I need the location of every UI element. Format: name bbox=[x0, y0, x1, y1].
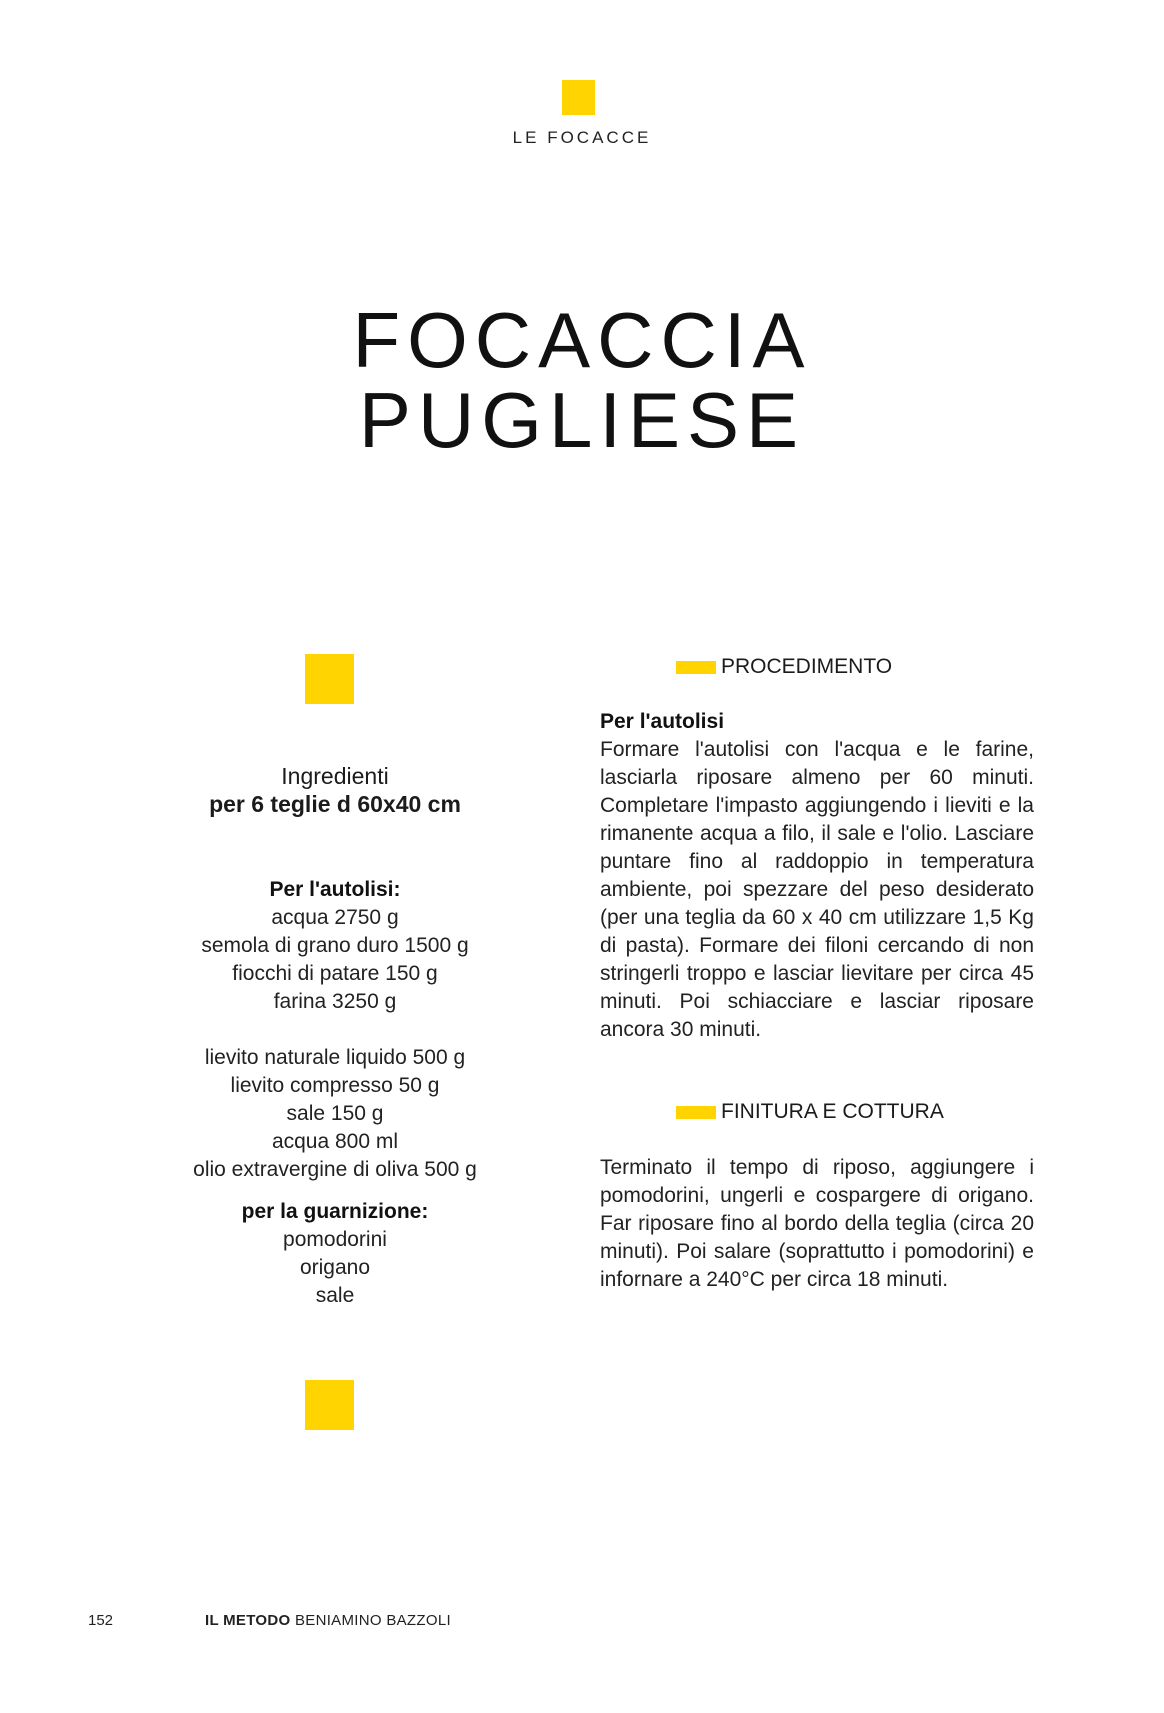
ingredients-header bbox=[160, 762, 510, 818]
ingredients-list bbox=[160, 876, 510, 1310]
procedimento-text: Formare l'autolisi con l'acqua e le farine, lasciarla riposare almeno per 60 minuti. Completare l'impasto aggiungendo i lieviti e la rimanente acqua a filo, il sale e l'olio. Lasciare puntare fino al raddoppio in temperatura ambiente, poi spezzare del peso desiderato (per una teglia da 60 x 40 cm utilizzare 1,5 Kg di pasta). Formare dei filoni cercando di non stringerli troppo e lasciar lievitare per circa 45 minuti. Poi schiacciare e lasciar riposare ancora 30 minuti. bbox=[600, 738, 1034, 1041]
ingredient-item: sale 150 g bbox=[286, 1102, 384, 1125]
procedimento-accent-bar bbox=[676, 661, 716, 674]
finitura-accent-bar bbox=[676, 1106, 716, 1119]
recipe-title-line1: FOCACCIA bbox=[352, 296, 812, 384]
author-name: BENIAMINO BAZZOLI bbox=[294, 1612, 451, 1629]
ingredient-item: acqua 2750 g bbox=[271, 906, 399, 929]
ingredient-item: semola di grano duro 1500 g bbox=[201, 934, 469, 957]
garnish-item: origano bbox=[299, 1256, 371, 1279]
recipe-title-line2: PUGLIESE bbox=[358, 376, 806, 464]
garnish-item: pomodorini bbox=[283, 1228, 387, 1251]
procedimento-heading-text: PROCEDIMENTO bbox=[721, 655, 893, 678]
ingredients-yield: per 6 teglie d 60x40 cm bbox=[209, 791, 461, 817]
header-accent-square bbox=[562, 80, 595, 115]
ingredient-item: farina 3250 g bbox=[273, 990, 397, 1013]
ingredients-label: Ingredienti bbox=[281, 763, 389, 789]
finitura-body: Terminato il tempo di riposo, aggiungere i pomodorini, ungerli e cospargere di origano. Far riposare fino al bordo della teglia (circa 20 minuti). Poi salare (soprattutto i pomodorini) e infornare a 240°C per circa 18 minuti. bbox=[600, 1156, 1034, 1291]
running-footer bbox=[205, 1612, 451, 1629]
ingredient-item: olio extravergine di oliva 500 g bbox=[193, 1158, 477, 1181]
ingredients-accent-square-top bbox=[305, 654, 354, 704]
recipe-title bbox=[0, 296, 1164, 464]
ingredients-spacer bbox=[160, 1016, 510, 1044]
ingredient-item: lievito compresso 50 g bbox=[230, 1074, 440, 1097]
section-label: LE FOCACCE bbox=[512, 128, 652, 147]
finitura-heading-text: FINITURA E COTTURA bbox=[721, 1100, 944, 1123]
garnish-heading: per la guarnizione: bbox=[241, 1200, 429, 1223]
ingredients-accent-square-bottom bbox=[305, 1380, 354, 1430]
procedimento-heading bbox=[676, 654, 892, 680]
garnish-item: sale bbox=[315, 1284, 355, 1307]
ingredient-item: lievito naturale liquido 500 g bbox=[204, 1046, 466, 1069]
finitura-heading bbox=[676, 1099, 944, 1125]
book-title: IL METODO bbox=[205, 1612, 291, 1629]
procedimento-body bbox=[600, 708, 1034, 1044]
ingredients-spacer bbox=[160, 1184, 510, 1198]
autolisi-heading: Per l'autolisi: bbox=[269, 878, 401, 901]
page-number: 152 bbox=[88, 1612, 114, 1629]
procedimento-subheading: Per l'autolisi bbox=[600, 710, 725, 733]
ingredient-item: acqua 800 ml bbox=[271, 1130, 399, 1153]
ingredient-item: fiocchi di patare 150 g bbox=[232, 962, 438, 985]
